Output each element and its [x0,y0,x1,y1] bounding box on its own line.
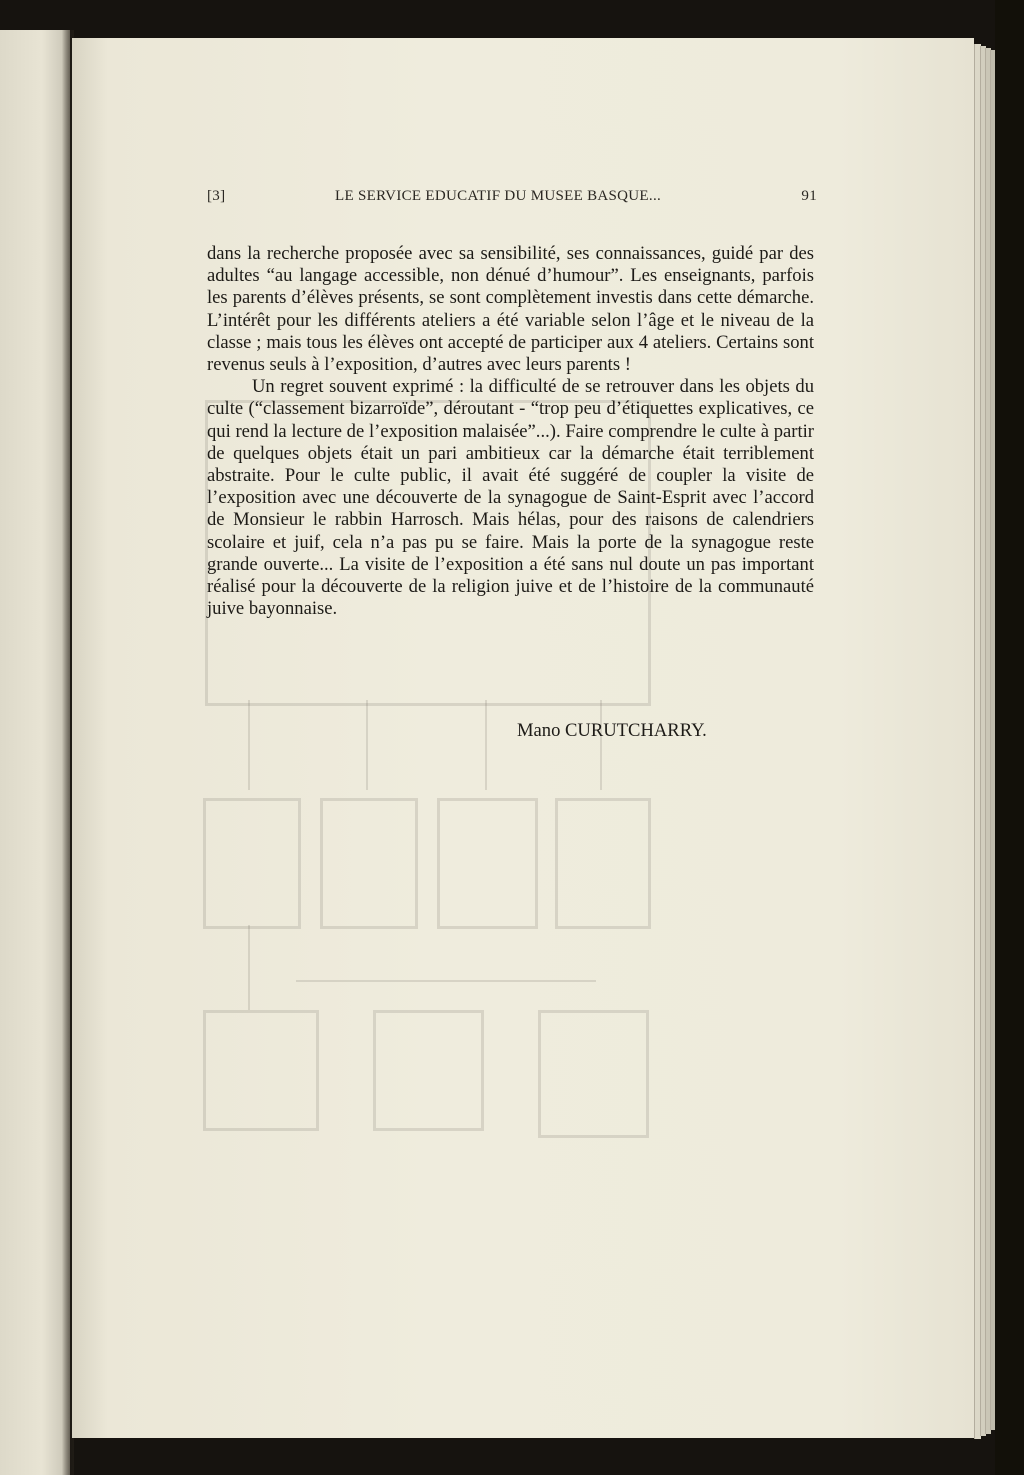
running-title: LE SERVICE EDUCATIF DU MUSEE BASQUE... [335,188,662,204]
facing-page-edge [0,30,70,1475]
paragraph: dans la recherche proposée avec sa sensibilité, ses connaissances, guidé par des adultes “au langage accessible, non dénué d’humour”. Les enseignants, parfois les parents d’élèves présents, se sont complètement investis dans cette démarche. L’intérêt pour les différents ateliers a été variable selon l’âge et le niveau de la classe ; mais tous les élèves ont accepté de participer aux 4 ateliers. Certains sont revenus seuls à l’exposition, d’autres avec leurs parents ! [207,243,814,376]
body-text [207,243,814,620]
running-header [207,188,817,212]
paragraph: Un regret souvent exprimé : la difficulté de se retrouver dans les objets du culte (“classement bizarroïde”, déroutant - “trop peu d’étiquettes explicatives, ce qui rend la lecture de l’exposition malaisée”...). Faire comprendre le culte à partir de quelques objets était un pari ambitieux car la démarche était terriblement abstraite. Pour le culte public, il avait été suggéré de coupler la visite de l’exposition avec une découverte de la synagogue de Saint-Esprit avec l’accord de Monsieur le rabbin Harrosch. Mais hélas, pour des raisons de calendriers scolaire et juif, cela n’a pas pu se faire. Mais la porte de la synagogue reste grande ouverte... La visite de l’exposition a été sans nul doute un pas important réalisé pour la découverte de la religion juive et de l’histoire de la communauté juive bayonnaise. [207,376,814,620]
section-number: [3] [207,188,226,204]
scan-border-right [995,0,1024,1475]
page-number: 91 [801,188,817,204]
author-signature: Mano CURUTCHARRY. [517,720,707,741]
